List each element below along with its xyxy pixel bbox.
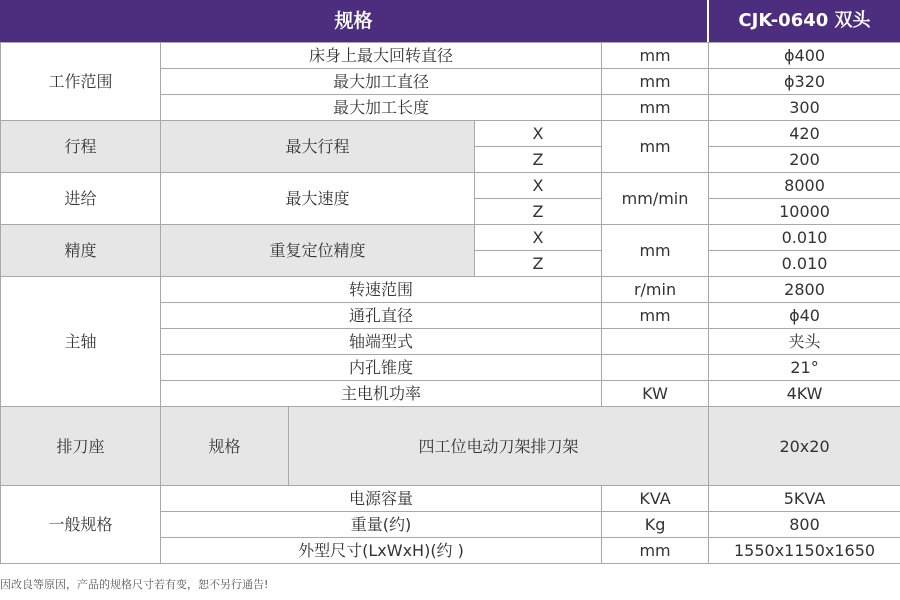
item-cell: 通孔直径 bbox=[161, 303, 602, 329]
item-cell: 内孔锥度 bbox=[161, 355, 602, 381]
spec-header-label: 规格 bbox=[334, 10, 373, 32]
value-cell: 0.010 bbox=[709, 251, 900, 277]
category-cell: 进给 bbox=[1, 173, 161, 225]
category-cell: 排刀座 bbox=[1, 407, 161, 486]
value-cell: 21° bbox=[709, 355, 900, 381]
item-cell: 四工位电动刀架排刀架 bbox=[289, 407, 709, 486]
value-cell: 200 bbox=[709, 147, 900, 173]
value-cell: 0.010 bbox=[709, 225, 900, 251]
value-cell: 10000 bbox=[709, 199, 900, 225]
item-cell: 主电机功率 bbox=[161, 381, 602, 407]
value-cell: ϕ320 bbox=[709, 69, 900, 95]
table-row bbox=[1, 43, 900, 69]
item-cell: 电源容量 bbox=[161, 486, 602, 512]
spec-table bbox=[0, 42, 900, 564]
table-row bbox=[1, 277, 900, 303]
sub-category-cell: 规格 bbox=[161, 407, 289, 486]
item-cell: 外型尺寸(LxWxH)(约 ) bbox=[161, 538, 602, 564]
model-header-label: CJK-0640 双头 bbox=[738, 10, 871, 31]
value-cell: 20x20 bbox=[709, 407, 900, 486]
axis-cell: X bbox=[475, 173, 602, 199]
category-cell: 行程 bbox=[1, 121, 161, 173]
table-header bbox=[0, 0, 900, 42]
value-cell: 4KW bbox=[709, 381, 900, 407]
footer-note: 因改良等原因，产品的规格尺寸若有变，恕不另行通告! bbox=[0, 578, 269, 591]
value-cell: 5KVA bbox=[709, 486, 900, 512]
table-row bbox=[1, 121, 900, 147]
axis-cell: Z bbox=[475, 147, 602, 173]
unit-cell: mm/min bbox=[602, 173, 709, 225]
unit-cell: mm bbox=[602, 69, 709, 95]
unit-cell: mm bbox=[602, 538, 709, 564]
axis-cell: Z bbox=[475, 251, 602, 277]
category-cell: 主轴 bbox=[1, 277, 161, 407]
item-cell: 最大行程 bbox=[161, 121, 475, 173]
category-cell: 精度 bbox=[1, 225, 161, 277]
table-row bbox=[1, 486, 900, 512]
item-cell: 重量(约) bbox=[161, 512, 602, 538]
item-cell: 轴端型式 bbox=[161, 329, 602, 355]
unit-cell bbox=[602, 329, 709, 355]
unit-cell: mm bbox=[602, 225, 709, 277]
value-cell: 300 bbox=[709, 95, 900, 121]
table-row bbox=[1, 407, 900, 486]
item-cell: 最大加工长度 bbox=[161, 95, 602, 121]
value-cell: ϕ400 bbox=[709, 43, 900, 69]
axis-cell: X bbox=[475, 121, 602, 147]
value-cell: 1550x1150x1650 bbox=[709, 538, 900, 564]
value-cell: 800 bbox=[709, 512, 900, 538]
unit-cell: KW bbox=[602, 381, 709, 407]
value-cell: ϕ40 bbox=[709, 303, 900, 329]
item-cell: 床身上最大回转直径 bbox=[161, 43, 602, 69]
unit-cell: mm bbox=[602, 303, 709, 329]
unit-cell: mm bbox=[602, 121, 709, 173]
unit-cell: r/min bbox=[602, 277, 709, 303]
item-cell: 重复定位精度 bbox=[161, 225, 475, 277]
item-cell: 最大速度 bbox=[161, 173, 475, 225]
item-cell: 转速范围 bbox=[161, 277, 602, 303]
axis-cell: Z bbox=[475, 199, 602, 225]
table-row bbox=[1, 173, 900, 199]
value-cell: 夹头 bbox=[709, 329, 900, 355]
unit-cell bbox=[602, 355, 709, 381]
item-cell: 最大加工直径 bbox=[161, 69, 602, 95]
value-cell: 8000 bbox=[709, 173, 900, 199]
unit-cell: Kg bbox=[602, 512, 709, 538]
unit-cell: mm bbox=[602, 43, 709, 69]
category-cell: 工作范围 bbox=[1, 43, 161, 121]
value-cell: 2800 bbox=[709, 277, 900, 303]
unit-cell: mm bbox=[602, 95, 709, 121]
axis-cell: X bbox=[475, 225, 602, 251]
table-row bbox=[1, 225, 900, 251]
value-cell: 420 bbox=[709, 121, 900, 147]
category-cell: 一般规格 bbox=[1, 486, 161, 564]
unit-cell: KVA bbox=[602, 486, 709, 512]
